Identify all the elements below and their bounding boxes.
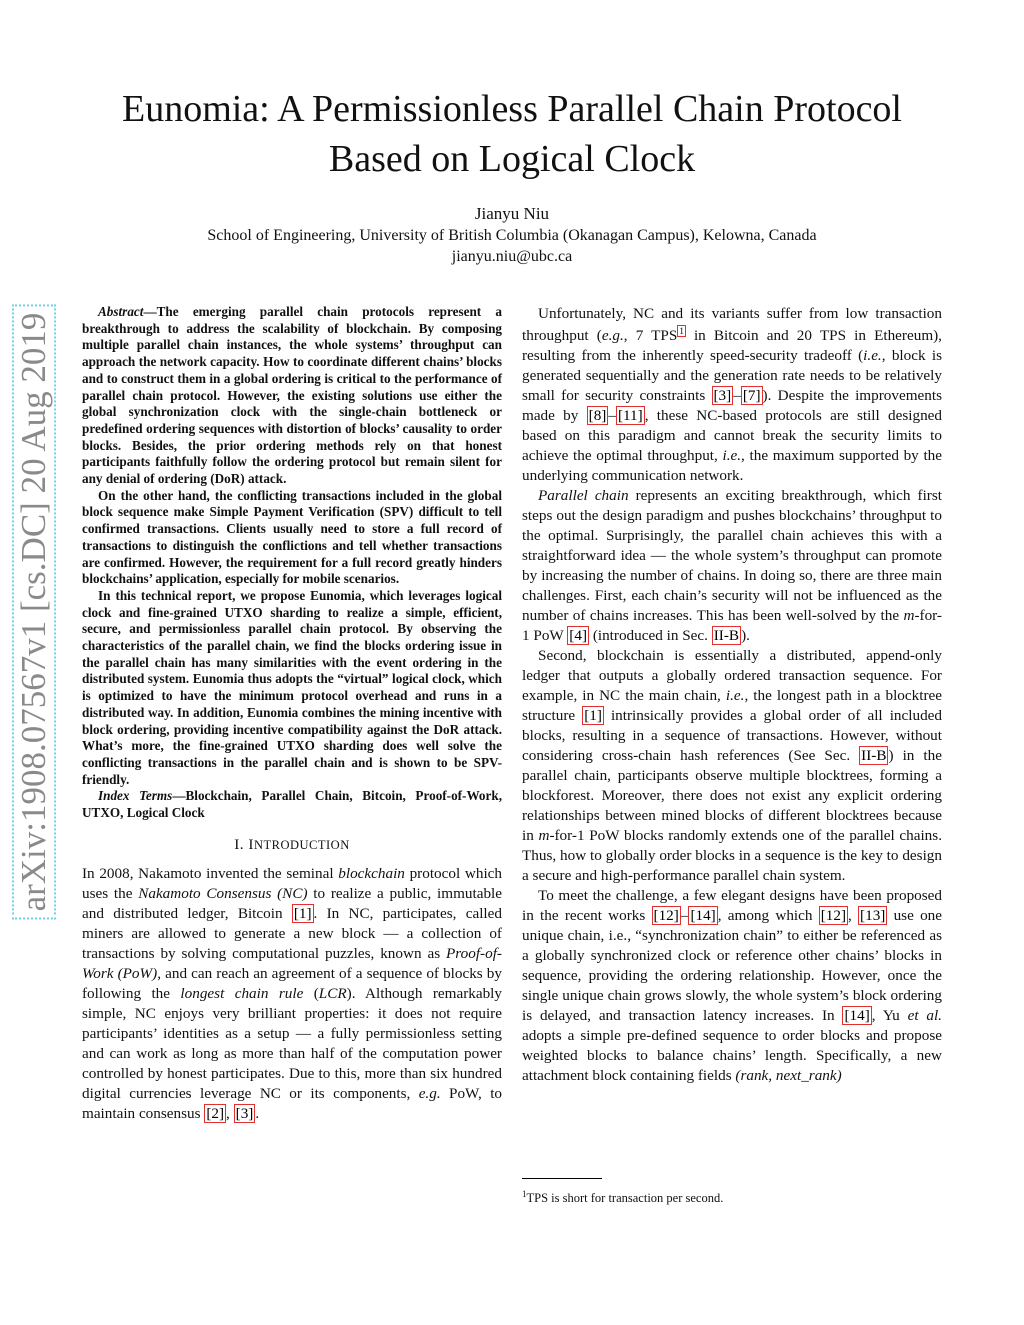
section-link[interactable]: II-B [713,627,740,645]
title-line-1: Eunomia: A Permissionless Parallel Chain Protocol [121,88,902,130]
index-terms-text: —Blockchain, Parallel Chain, Bitcoin, Proof-of-Work, UTXO, Logical Clock [82,788,502,821]
citation-link[interactable]: [14] [844,1007,870,1025]
arxiv-stamp-text: arXiv:1908.07567v1 [cs.DC] 20 Aug 2019 [12,305,56,920]
citation-link[interactable]: [3] [235,1104,254,1122]
section-name: NTRODUCTION [253,837,350,852]
citation-link[interactable]: [14] [690,907,716,925]
right-column [522,304,942,1086]
abstract-paragraph-1 [82,304,502,488]
abstract-paragraph-2: On the other hand, the conflicting transactions included in the global block sequence make Simple Payment Verification (SPV) difficult to tell confirmed transactions. Clients usually need to store a full record of transactions to distinguish the conflictions and tell whether transactions are confirmed. However, the requirement for a full record greatly hinders blockchains’ application, especially for mobile scenarios. [82,487,502,587]
citation-link[interactable]: [12] [653,907,679,925]
citation-link[interactable]: [8] [588,407,607,425]
footnote-text: TPS is short for transaction per second. [526,1191,724,1206]
author-block [0,203,1024,267]
index-terms [82,788,502,821]
citation-link[interactable]: [2] [206,1104,225,1122]
index-terms-label: Index Terms [98,788,173,804]
footnote-link[interactable]: 1 [679,326,684,336]
left-column [82,304,502,1124]
abstract-text-1: —The emerging parallel chain protocols represent a breakthrough to address the scalability of blockchain. By composing multiple parallel chain instances, the whole systems’ throughput can approach the network capacity. How to coordinate different chains’ blocks and to construct them in a global ordering is critical to the performance of parallel chain protocol. However, the existing solutions use either the global synchronization clock with the single-chain bottleneck or predefined ordering sequences with distortion of blocks’ causality to order blocks. Besides, the prior ordering methods rely on that honest participants faithfully follow the ordering protocol but remain silent for any denial of ordering (DoR) attack. [82,304,502,487]
section-link[interactable]: II-B [861,747,887,765]
body-paragraph-3: Second, blockchain is essentially a distributed, append-only ledger that outputs a globally ordered transaction sequence. For example, in NC the main chain, i.e., the longest path in a blocktree structure [1] intrinsically provides a global order of all included blocks, resulting in a sequence of transactions. However, without considering cross-chain hash references (See Sec. II-B ) in the parallel chain, participants observe multiple blocktrees, forming a blockforest. Moreover, there does not exist any explicit ordering relationships between mined blocks of different blocktrees because in m-for-1 PoW blocks randomly extends one of the parallel chains. Thus, how to globally order blocks in a sequence is the key to design a secure and high-performance parallel chain system. [522,647,942,885]
author-email: jianyu.niu@ubc.ca [451,248,573,265]
citation-link[interactable]: [12] [820,907,847,925]
paper-title [0,84,1024,184]
math-fields: (rank, next_rank) [735,1067,842,1085]
footnote-rule [522,1178,602,1179]
citation-link[interactable]: [13] [860,907,886,925]
author-affiliation: School of Engineering, University of British Columbia (Okanagan Campus), Kelowna, Canada [207,227,817,244]
footnote-mark: 1 [522,1189,527,1199]
intro-paragraph: In 2008, Nakamoto invented the seminal blockchain protocol which uses the Nakamoto Consensus (NC) to realize a public, immutable and distributed ledger, Bitcoin [1] . In NC, participates, called miners are allowed to generate a new block — a collection of transactions by solving computational puzzles, known as Proof-of-Work (PoW), and can reach an agreement of a sequence of blocks by following the longest chain rule (LCR). Although remarkably simple, NC enjoys very brilliant properties: it does not require participants’ identities as a setup — a fully permissionless setting and can work as long as more than half of the computation power controlled by honest participates. Due to this, more than six hundred digital currencies leverage NC or its components, e.g. PoW, to maintain consensus [2] , [3] . [82,864,503,1122]
citation-link[interactable]: [1] [293,904,312,922]
footnote [522,1186,942,1206]
citation-link[interactable]: [11] [617,407,643,425]
abstract-paragraph-3: In this technical report, we propose Eunomia, which leverages logical clock and fine-grained UTXO sharding to realize a simple, efficient, secure, and permissionless parallel chain protocol. By observing the characteristics of the parallel chain, we find the blocks ordering issue in the parallel chain has many similarities with the event ordering in the distributed system. Eunomia thus adopts the “virtual” logical clock, which is optimized to have the minimum protocol overhead and runs in a distributed way. In addition, Eunomia combines the mining incentive with block ordering, providing incentive compatibility against the DoR attack. What’s more, the fine-grained UTXO sharding does well solve the conflicting transactions in the parallel chain and is shown to be SPV-friendly. [82,587,502,787]
section-heading-introduction [82,836,502,854]
body-paragraph-1: Unfortunately, NC and its variants suffer from low transaction throughput (e.g., 7 TPS $^1$ in Bitcoin and 20 TPS in Ethereum), resulting from the inherently speed-security tradeoff (i.e., block is generated sequentially and the generation rate needs to be relatively small for security constraints [3] – [7] ). Despite the improvements made by [8] – [11] , these NC-based protocols are still designed based on this paradigm and cannot break the security limits to achieve the optimal throughput, i.e., the maximum supported by the underlying communication network. [522,305,943,485]
citation-link[interactable]: [1] [584,707,602,725]
arxiv-stamp [14,312,54,912]
body-paragraph-4: To meet the challenge, a few elegant designs have been proposed in the recent works [12] – [14] , among which [12] , [13] use one unique chain, i.e., “synchronization chain” to either be referenced as a globally synchronized clock or reference other chains’ blocks in sequence, providing the ordering relationship. However, once the single unique chain grows slowly, the whole system’s block ordering is delayed, and transaction latency increases. In [14] , Yu et al. adopts a simple pre-defined sequence to order blocks and propose weighted blocks to balance chains’ length. Specifically, a new attachment block containing fields (rank, next_rank) [522,887,942,1085]
abstract-label: Abstract [98,304,144,319]
section-numeral: I. I [234,835,254,853]
citation-link[interactable]: [7] [742,387,761,405]
title-line-2: Based on Logical Clock [328,138,696,180]
citation-link[interactable]: [4] [569,627,588,645]
author-name: Jianyu Niu [474,204,550,223]
citation-link[interactable]: [3] [713,387,732,405]
body-paragraph-2: Parallel chain represents an exciting breakthrough, which first steps out the design paradigm and pushes blockchains’ throughput to the optimal. Surprisingly, the parallel chain achieves this with a straightforward idea — the whole system’s throughput can promote by increasing the number of chains. In doing so, there are three main challenges. First, each chain’s security will not be influenced as the number of chains increases. This has been well-solved by the m-for-1 PoW [4] (introduced in Sec. II-B ). [522,487,942,645]
